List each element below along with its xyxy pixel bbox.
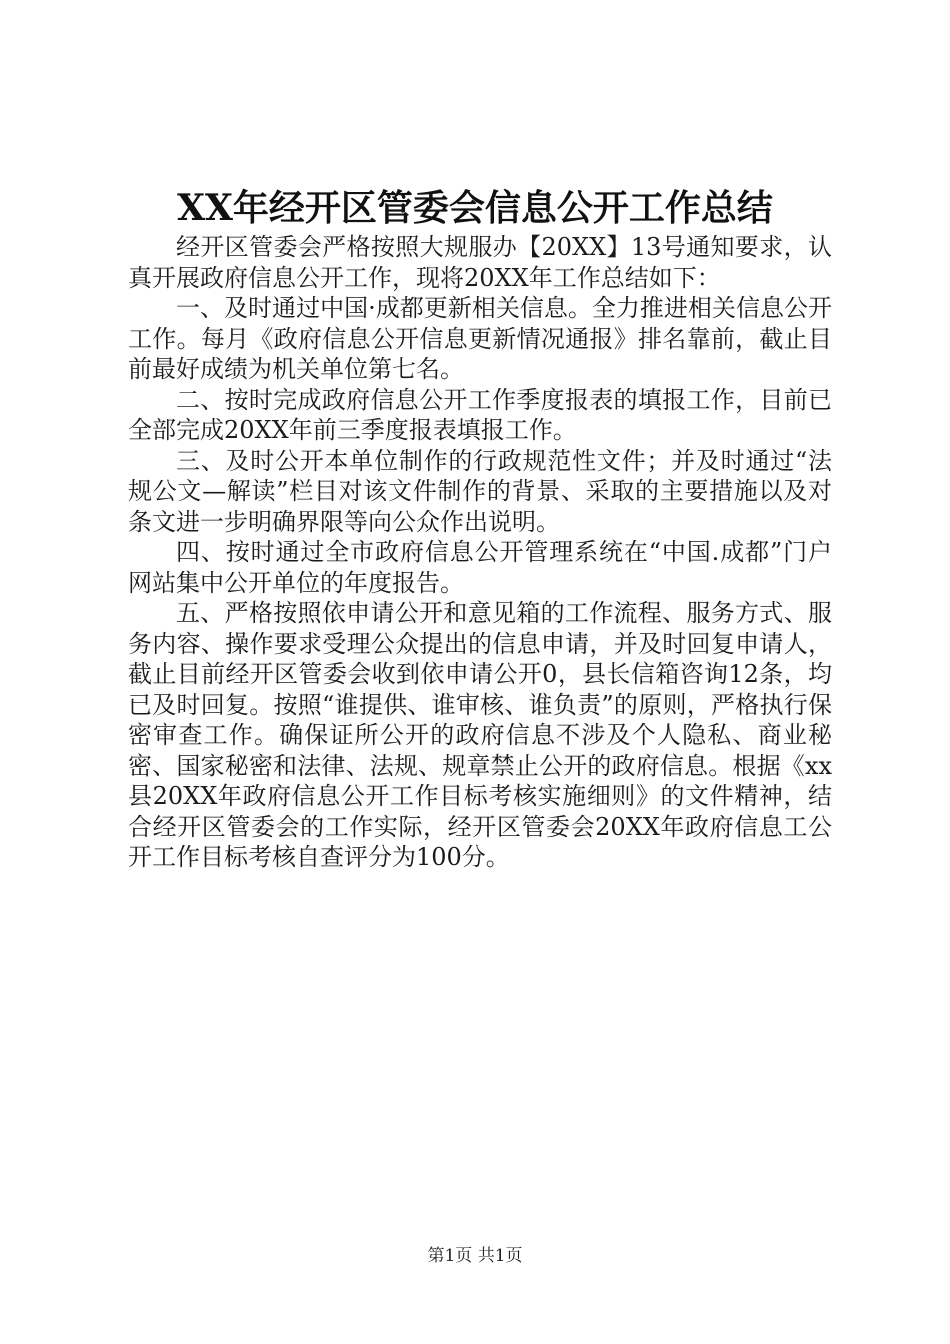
document-title: XX年经开区管委会信息公开工作总结: [177, 187, 773, 229]
paragraph-item-5: 五、严格按照依申请公开和意见箱的工作流程、服务方式、服务内容、操作要求受理公众提出的信息申请，并及时回复申请人，截止目前经开区管委会收到依申请公开0，县长信箱咨询12条，均已及时回复。按照“谁提供、谁审核、谁负责”的原则，严格执行保密审查工作。确保证所公开的政府信息不涉及个人隐私、商业秘密、国家秘密和法律、法规、规章禁止公开的政府信息。根据《xx县20XX年政府信息公开工作目标考核实施细则》的文件精神，结合经开区管委会的工作实际，经开区管委会20XX年政府信息工公开工作目标考核自查评分为100分。: [128, 599, 832, 871]
paragraph-item-3: 三、及时公开本单位制作的行政规范性文件；并及时通过“法规公文—解读”栏目对该文件制作的背景、采取的主要措施以及对条文进一步明确界限等向公众作出说明。: [128, 446, 832, 536]
paragraph-intro: 经开区管委会严格按照大规服办【20XX】13号通知要求，认真开展政府信息公开工作，现将20XX年工作总结如下：: [128, 233, 832, 292]
page-number-footer: 第1页 共1页: [427, 1246, 523, 1266]
paragraph-item-2: 二、按时完成政府信息公开工作季度报表的填报工作，目前已全部完成20XX年前三季度报表填报工作。: [128, 385, 832, 444]
document-body: [128, 232, 832, 873]
paragraph-item-1: 一、及时通过中国·成都更新相关信息。全力推进相关信息公开工作。每月《政府信息公开信息更新情况通报》排名靠前，截止目前最好成绩为机关单位第七名。: [128, 294, 832, 383]
paragraph-item-4: 四、按时通过全市政府信息公开管理系统在“中国.成都”门户网站集中公开单位的年度报告。: [128, 538, 832, 597]
